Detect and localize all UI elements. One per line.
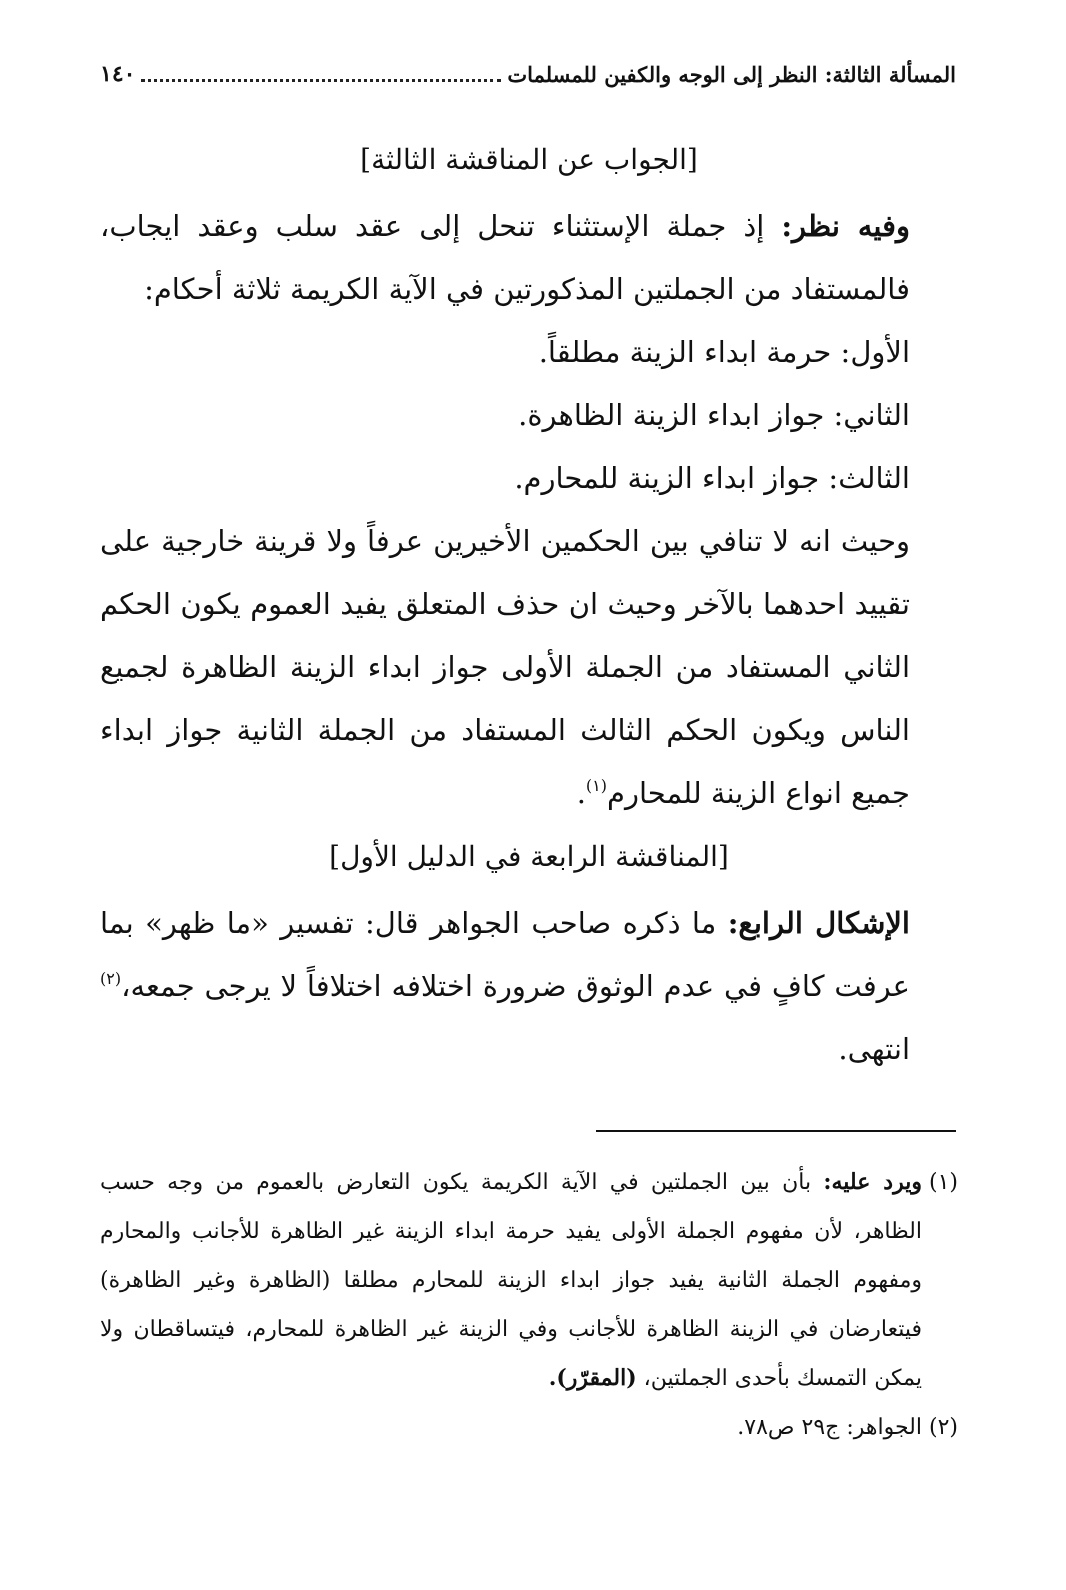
footnote-ref-2[interactable]: (٢): [100, 969, 122, 988]
footnote-2-text: الجواهر: ج٢٩ ص٧٨.: [737, 1415, 922, 1440]
paragraph-2-text: وحيث انه لا تنافي بين الحكمين الأخيرين عرفاً ولا قرينة خارجية على تقييد احدهما بالآخر وحيث ان حذف المتعلق يفيد العموم يكون الحكم الثاني المستفاد من الجملة الأولى جواز ابداء الزينة الظاهرة لجميع الناس ويكون الحكم الثالث المستفاد من الجملة الثانية جواز ابداء جميع انواع الزينة للمحارم: [100, 524, 910, 810]
footnote-ref-1[interactable]: (١): [585, 776, 607, 795]
footnote-1-tail: (المقرّر).: [548, 1365, 637, 1391]
paragraph-2-end: .: [576, 776, 586, 810]
ruling-item-2: الثاني: جواز ابداء الزينة الظاهرة.: [518, 398, 910, 432]
footnote-1: [100, 1158, 958, 1403]
paragraph-1-text: إذ جملة الإستثناء تنحل إلى عقد سلب وعقد ايجاب، فالمستفاد من الجملتين المذكورتين في الآية الكريمة ثلاثة أحكام:: [100, 209, 910, 306]
footnote-1-lead: ويرد عليه:: [823, 1169, 922, 1195]
footnote-separator: [596, 1130, 956, 1132]
footnote-1-body: [100, 1158, 922, 1403]
section-heading-1: [الجواب عن المناقشة الثالثة]: [360, 143, 698, 176]
paragraph-1-lead: وفيه نظر:: [781, 209, 910, 243]
paragraph-3-text: ما ذكره صاحب الجواهر قال: تفسير «ما ظهر» بما عرفت كافٍ في عدم الوثوق ضرورة اختلافه اختلافاً لا يرجى جمعه،: [100, 906, 910, 1003]
footnotes: [100, 1158, 958, 1452]
paragraph-3-lead: الإشكال الرابع:: [727, 906, 910, 940]
footnote-2: [100, 1403, 958, 1452]
section-heading-2: [المناقشة الرابعة في الدليل الأول]: [329, 840, 729, 873]
page-number: ١٤٠: [100, 61, 136, 87]
footnote-1-text: بأن بين الجملتين في الآية الكريمة يكون التعارض بالعموم من وجه حسب الظاهر، لأن مفهوم الجملة الأولى يفيد حرمة ابداء الزينة غير الظاهرة للأجانب والمحارم ومفهوم الجملة الثانية يفيد جواز ابداء الزينة للمحارم مطلقا (الظاهرة وغير الظاهرة) فيتعارضان في الزينة الظاهرة للأجانب وفي الزينة غير الظاهرة للمحارم، فيتساقطان ولا يمكن التمسك بأحدى الجملتين،: [100, 1170, 922, 1391]
ruling-item-1: الأول: حرمة ابداء الزينة مطلقاً.: [538, 335, 910, 369]
header-title: المسألة الثالثة: النظر إلى الوجه والكفين للمسلمات: [507, 61, 956, 87]
paragraph-1: [100, 195, 958, 321]
paragraph-3-end: انتهى.: [838, 1032, 910, 1066]
footnote-2-number: (٢): [928, 1415, 958, 1440]
ruling-item-3: الثالث: جواز ابداء الزينة للمحارم.: [514, 461, 910, 495]
footnote-1-number: (١): [928, 1170, 958, 1195]
header-leader-dots: [141, 79, 501, 82]
paragraph-3: [100, 892, 958, 1081]
running-header: [100, 54, 956, 94]
main-text: [100, 128, 958, 1081]
paragraph-2: [100, 510, 958, 825]
